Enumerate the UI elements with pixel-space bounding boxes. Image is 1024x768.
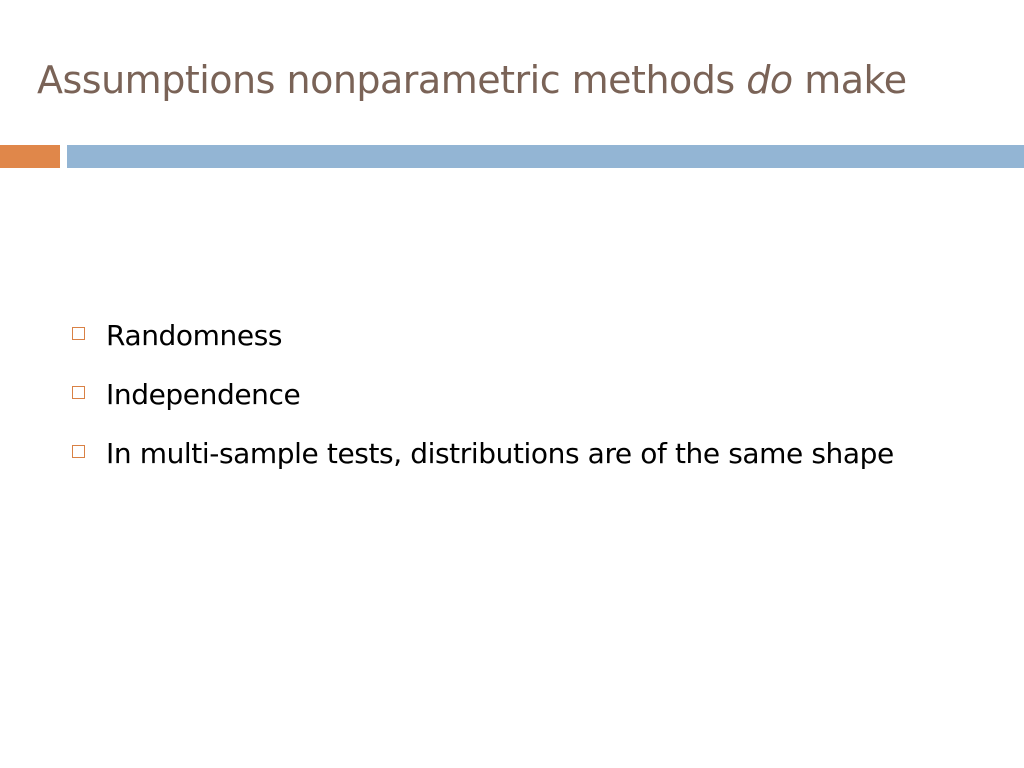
title-end: make	[792, 58, 907, 102]
square-bullet-icon	[72, 327, 85, 340]
title-emphasis: do	[746, 58, 793, 102]
list-item	[72, 430, 952, 477]
title-main: Assumptions nonparametric methods	[37, 58, 747, 102]
slide-title	[37, 58, 907, 102]
accent-bar-blue	[67, 145, 1024, 168]
square-bullet-icon	[72, 386, 85, 399]
bullet-list	[72, 312, 952, 489]
bullet-text: Independence	[106, 378, 301, 411]
square-bullet-icon	[72, 445, 85, 458]
bullet-text: Randomness	[106, 319, 283, 352]
list-item	[72, 371, 952, 418]
accent-bar-orange	[0, 145, 60, 168]
bullet-text: In multi-sample tests, distributions are of the same shape	[106, 437, 894, 470]
list-item	[72, 312, 952, 359]
